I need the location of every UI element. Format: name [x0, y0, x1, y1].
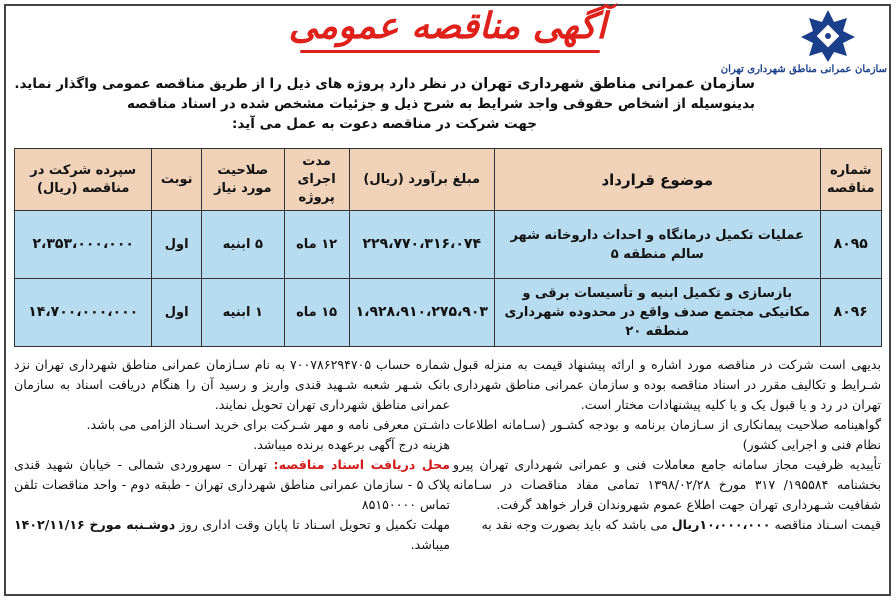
terms-paragraph: داشـتن معرفی نامه و مهر شـرکت برای خرید اسـناد الزامی می باشد. — [86, 417, 450, 432]
title-underline — [300, 50, 600, 53]
ad-title: آگهی مناقصه عمومی — [288, 6, 607, 47]
logo-star-icon — [793, 8, 863, 62]
organization-logo — [720, 8, 887, 88]
intro-line3: جهت شرکت در مناقصه دعوت به عمل می آید: — [232, 116, 537, 132]
cell-round: اول — [152, 211, 201, 279]
header-qualification: صلاحیت مورد نیاز — [201, 149, 284, 211]
intro-paragraph — [14, 74, 755, 134]
terms-paragraph: تأییدیه ظرفیت مجاز سامانه جامع معاملات فنی و عمرانی شهرداری تهران پیرو بخشنامه ۱۹۵۵۸۴/ ۳۱۷ مورخ ۱۳۹۸/۰۲/۲۸ تمامی مفاد مناقصات در سـامانه شفافیت شـهرداری تهران جهت اطلاع عموم شهروندان قرار خواهد گرفت. — [453, 457, 881, 512]
submission-deadline: مهلت تکمیل و تحویل اسـناد تا پایان وقت اداری روز دوشـنبه مورخ ۱۴۰۲/۱۱/۱۶ میباشد. — [14, 517, 451, 552]
terms-column-right — [453, 355, 881, 535]
table-row — [15, 279, 882, 347]
document-location: محل دریافت اسناد مناقصه: تهران - سهروردی شمالی - خیابان شهید قندی پلاک ۵ - سازمان عمرانی مناطق شهرداری تهران - طبقه دوم - واحد مناقصات تلفن تماس ۸۵۱۵۰۰۰۰ — [14, 457, 450, 512]
intro-line1: در نظر دارد پروژه های ذیل را از طریق مناقصه عمومی واگذار نماید. — [14, 76, 471, 92]
intro-line2: بدینوسیله از اشخاص حقوقی واجد شرایط به شرح ذیل و جزئیات مشخص شده در اسناد مناقصه — [126, 96, 755, 112]
terms-paragraph: هزینه درج آگهی برعهده برنده میباشد. — [253, 437, 450, 452]
cell-duration: ۱۵ ماه — [284, 279, 349, 347]
terms-column-left — [14, 355, 450, 555]
terms-paragraph: بدیهی است شرکت در مناقصه مورد اشاره و ارائه پیشنهاد قیمت به منزله قبول شـرایط و تکالیف مقرر در اسناد مناقصه بوده و سازمان عمرانی مناطق شهرداری تهران در رد و یا قبول یک و یا کلیه پیشنهادات مختار است. — [453, 357, 881, 412]
header-duration: مدت اجرای پروژه — [284, 149, 349, 211]
table-header-row — [15, 149, 882, 211]
tender-table — [14, 148, 882, 347]
cell-estimate: ۲۲۹،۷۷۰،۳۱۶،۰۷۴ — [349, 211, 494, 279]
cell-deposit: ۲،۳۵۳،۰۰۰،۰۰۰ — [15, 211, 152, 279]
table-row — [15, 211, 882, 279]
cell-number: ۸۰۹۶ — [820, 279, 881, 347]
document-price: قیمت اسـناد مناقصه ۱۰،۰۰۰،۰۰۰ریال می باشد که باید بصورت وجه نقد به — [481, 517, 881, 532]
cell-duration: ۱۲ ماه — [284, 211, 349, 279]
cell-qualification: ۱ ابنیه — [201, 279, 284, 347]
cell-estimate: ۱،۹۲۸،۹۱۰،۲۷۵،۹۰۳ — [349, 279, 494, 347]
header-subject: موضوع قرارداد — [494, 149, 820, 211]
cell-subject: عملیات تکمیل درمانگاه و احداث داروخانه شهر سالم منطقه ۵ — [494, 211, 820, 279]
organization-name: سازمان عمرانی مناطق شهرداری تهران — [470, 76, 755, 92]
header-round: نوبت — [152, 149, 201, 211]
terms-paragraph: شماره حساب ۷۰۰۷۸۶۲۹۴۷۰۵ به نام سـازمان عمرانی مناطق شهرداری تهران نزد بانک شـهر شعبه شـهید قندی واریز و رسید آن را هنگام دریافت اسناد به سازمان عمرانی مناطق شهرداری تهران تحویل نمایند. — [14, 357, 450, 412]
cell-round: اول — [152, 279, 201, 347]
cell-deposit: ۱۴،۷۰۰،۰۰۰،۰۰۰ — [15, 279, 152, 347]
cell-number: ۸۰۹۵ — [820, 211, 881, 279]
document-price-amount: ۱۰،۰۰۰،۰۰۰ریال — [671, 517, 771, 532]
logo-caption: سازمان عمرانی مناطق شهرداری تهران — [720, 64, 887, 75]
header-deposit: سپرده شرکت در مناقصه (ریال) — [15, 149, 152, 211]
deadline-date: دوشـنبه مورخ ۱۴۰۲/۱۱/۱۶ — [14, 517, 176, 532]
cell-qualification: ۵ ابنیه — [201, 211, 284, 279]
document-location-label: محل دریافت اسناد مناقصه: — [267, 457, 450, 472]
header-number: شماره مناقصه — [820, 149, 881, 211]
header-estimate: مبلغ برآورد (ریال) — [349, 149, 494, 211]
cell-subject: بازسازی و تکمیل ابنیه و تأسیسات برقی و مکانیکی مجتمع صدف واقع در محدوده شهرداری منطقه ۲۰ — [494, 279, 820, 347]
terms-paragraph: گواهینامه صلاحیت پیمانکاری از سـازمان برنامه و بودجه کشـور (سـامانه اطلاعات نظام فنی و اجرایی کشور) — [453, 417, 881, 452]
